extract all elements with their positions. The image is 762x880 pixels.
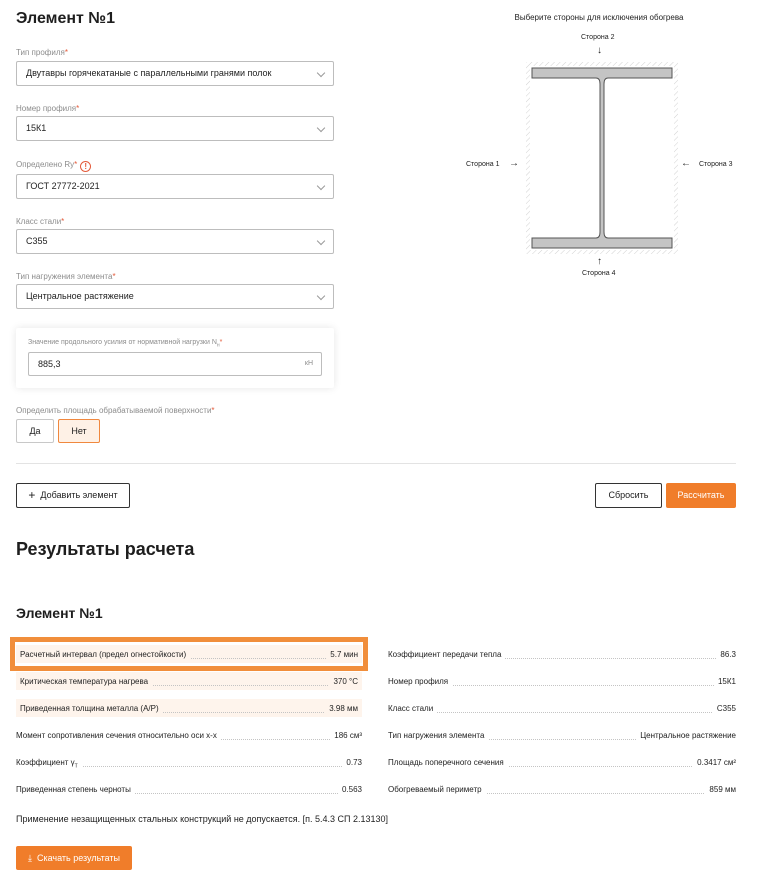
result-row: Обогреваемый периметр 859 мм [388, 780, 736, 798]
ry-label: Определено Ry* ! [16, 160, 91, 172]
arrow-down-icon: ↓ [597, 45, 602, 56]
download-results-button[interactable]: ⤓ Скачать результаты [16, 846, 132, 870]
arrow-right-icon: → [509, 158, 519, 169]
surface-no-button[interactable]: Нет [58, 419, 100, 443]
result-row: Площадь поперечного сечения 0.3417 см² [388, 753, 736, 771]
results-element-title: Элемент №1 [16, 605, 103, 621]
profile-number-select[interactable] [16, 116, 334, 141]
force-panel [16, 328, 334, 388]
download-icon: ⤓ [27, 853, 32, 863]
force-value: 885,3 [38, 359, 61, 369]
result-row: Номер профиля 15К1 [388, 672, 736, 690]
add-element-button[interactable]: + Добавить элемент [16, 483, 130, 508]
steel-class-label: Класс стали* [16, 217, 65, 226]
divider [16, 463, 736, 464]
result-row: Класс стали С355 [388, 699, 736, 717]
diagram-title: Выберите стороны для исключения обогрева [514, 13, 684, 22]
surface-label: Определить площадь обрабатываемой поверхности* [16, 406, 215, 415]
warning-icon[interactable]: ! [80, 161, 91, 172]
profile-number-value: 15К1 [26, 123, 47, 133]
result-row: Приведенная степень черноты 0.563 [16, 780, 362, 798]
steel-class-select[interactable] [16, 229, 334, 254]
force-unit: кН [304, 360, 313, 367]
chevron-down-icon [317, 124, 325, 132]
force-input[interactable] [28, 352, 322, 376]
profile-number-label: Номер профиля* [16, 104, 80, 113]
result-row: Тип нагружения элемента Центральное растяжение [388, 726, 736, 744]
results-note: Применение незащищенных стальных конструкций не допускается. [п. 5.4.3 СП 2.13130] [16, 814, 388, 824]
surface-yes-button[interactable]: Да [16, 419, 54, 443]
ry-value: ГОСТ 27772-2021 [26, 181, 100, 191]
i-beam-diagram[interactable] [526, 62, 678, 254]
result-row: Момент сопротивления сечения относительно оси x-x 186 см³ [16, 726, 362, 744]
profile-type-value: Двутавры горячекатаные с параллельными гранями полок [26, 68, 272, 78]
calculate-button[interactable]: Рассчитать [666, 483, 736, 508]
arrow-up-icon: ↑ [597, 256, 602, 267]
results-title: Результаты расчета [16, 539, 195, 559]
arrow-left-icon: ← [681, 158, 691, 169]
load-type-value: Центральное растяжение [26, 291, 134, 301]
profile-type-label: Тип профиля* [16, 48, 68, 57]
steel-class-value: С355 [26, 236, 48, 246]
result-row: Расчетный интервал (предел огнестойкости) 5.7 мин [16, 645, 362, 663]
chevron-down-icon [317, 237, 325, 245]
element-title: Элемент №1 [16, 10, 116, 27]
side-4-label[interactable]: Сторона 4 [582, 270, 616, 277]
result-row: Коэффициент $\gamma_T$ 0.73 [16, 753, 362, 771]
load-type-select[interactable] [16, 284, 334, 309]
side-2-label[interactable]: Сторона 2 [581, 34, 615, 41]
result-row: Критическая температура нагрева 370 °C [16, 672, 362, 690]
force-label: Значение продольного усилия от нормативной нагрузки $N_н*$ [28, 339, 223, 349]
load-type-label: Тип нагружения элемента* [16, 272, 116, 281]
chevron-down-icon [317, 69, 325, 77]
plus-icon: + [28, 488, 36, 502]
chevron-down-icon [317, 292, 325, 300]
profile-type-select[interactable] [16, 61, 334, 86]
side-3-label[interactable]: Сторона 3 [699, 161, 733, 168]
side-1-label[interactable]: Сторона 1 [466, 161, 500, 168]
reset-button[interactable]: Сбросить [595, 483, 662, 508]
result-row: Коэффициент передачи тепла 86.3 [388, 645, 736, 663]
result-row: Приведенная толщина металла (A/P) 3.98 мм [16, 699, 362, 717]
ry-select[interactable] [16, 174, 334, 199]
chevron-down-icon [317, 182, 325, 190]
